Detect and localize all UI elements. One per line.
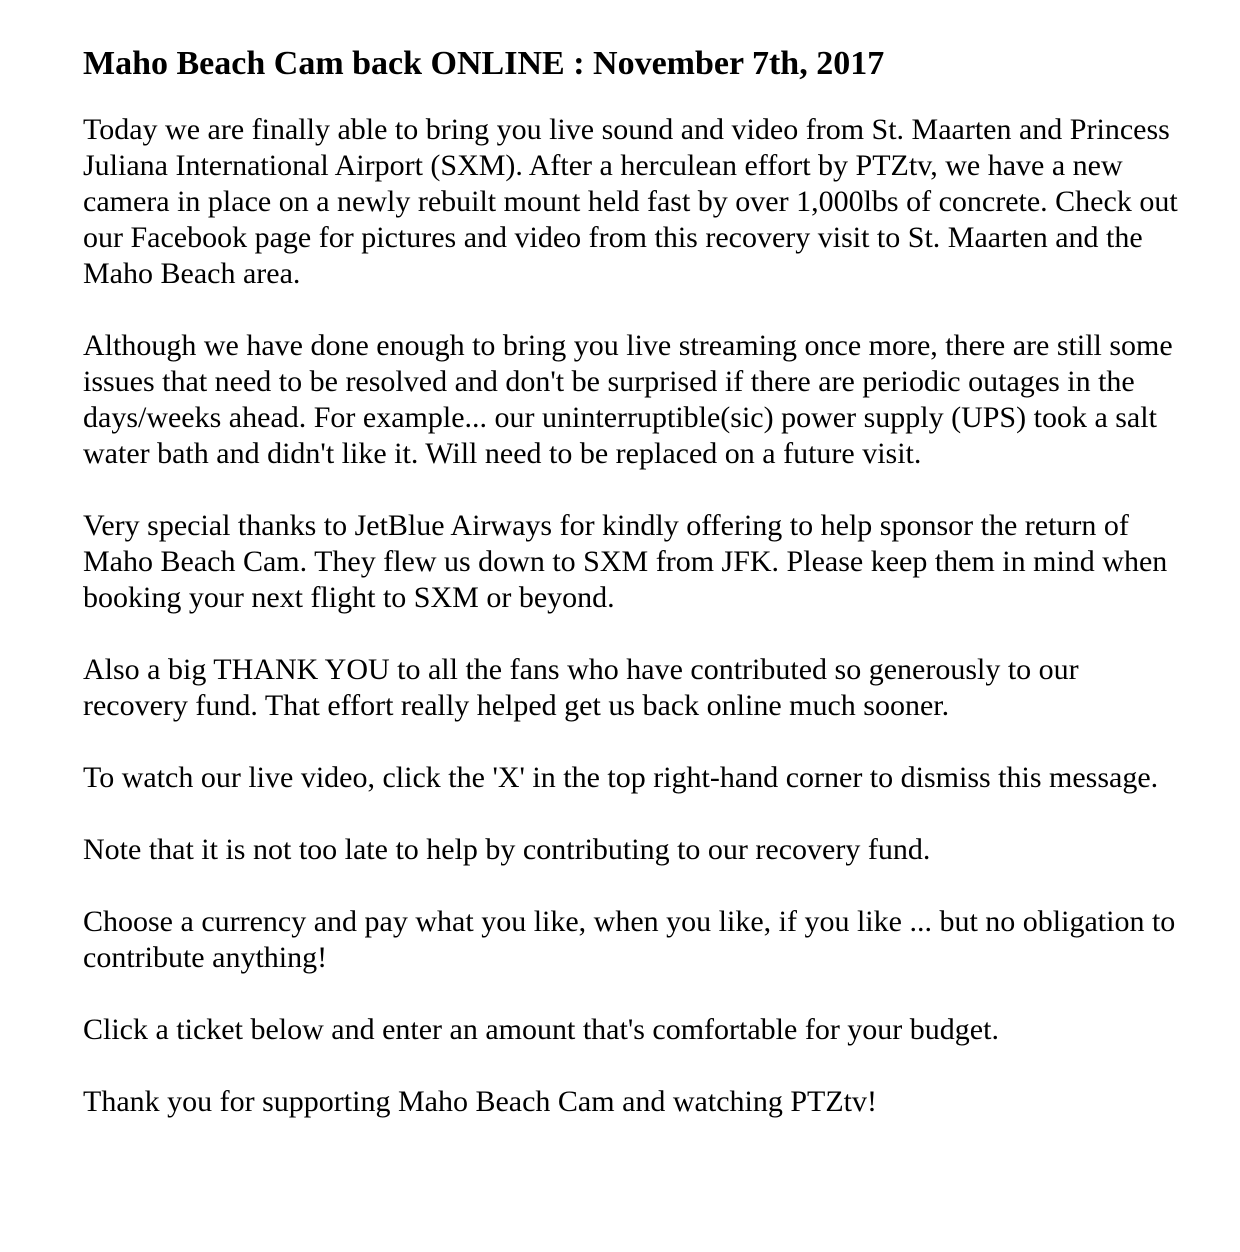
paragraph-closing-thanks: Thank you for supporting Maho Beach Cam and watching PTZtv! [83, 1085, 878, 1118]
paragraph-recovery-fund: Note that it is not too late to help by contributing to our recovery fund. [83, 833, 931, 866]
paragraph-fan-thanks: Also a big THANK YOU to all the fans who have contributed so generously to our recovery fund. That effort really helped get us back online much sooner. [83, 653, 1079, 722]
paragraph-currency-choice: Choose a currency and pay what you like, when you like, if you like ... but no obligation to contribute anything! [83, 905, 1176, 974]
paragraph-jetblue-thanks: Very special thanks to JetBlue Airways for kindly offering to help sponsor the return of Maho Beach Cam. They flew us down to SXM from JFK. Please keep them in mind when booking your next flight to SXM or beyond. [83, 509, 1168, 614]
message-title: Maho Beach Cam back ONLINE : November 7th, 2017 [83, 45, 885, 82]
paragraph-dismiss-instructions: To watch our live video, click the 'X' in the top right-hand corner to dismiss this message. [83, 761, 1159, 794]
paragraph-live-return: Today we are finally able to bring you live sound and video from St. Maarten and Princess Juliana International Airport (SXM). After a herculean effort by PTZtv, we have a new camera in place on a newly rebuilt mount held fast by over 1,000lbs of concrete. Check out our Facebook page for pictures and video from this recovery visit to St. Maarten and the Maho Beach area. [83, 113, 1178, 290]
paragraph-outage-warning: Although we have done enough to bring you live streaming once more, there are still some issues that need to be resolved and don't be surprised if there are periodic outages in the days/weeks ahead. For example... our uninterruptible(sic) power supply (UPS) took a salt water bath and didn't like it. Will need to be replaced on a future visit. [83, 329, 1173, 470]
paragraph-ticket-instructions: Click a ticket below and enter an amount that's comfortable for your budget. [83, 1013, 999, 1046]
